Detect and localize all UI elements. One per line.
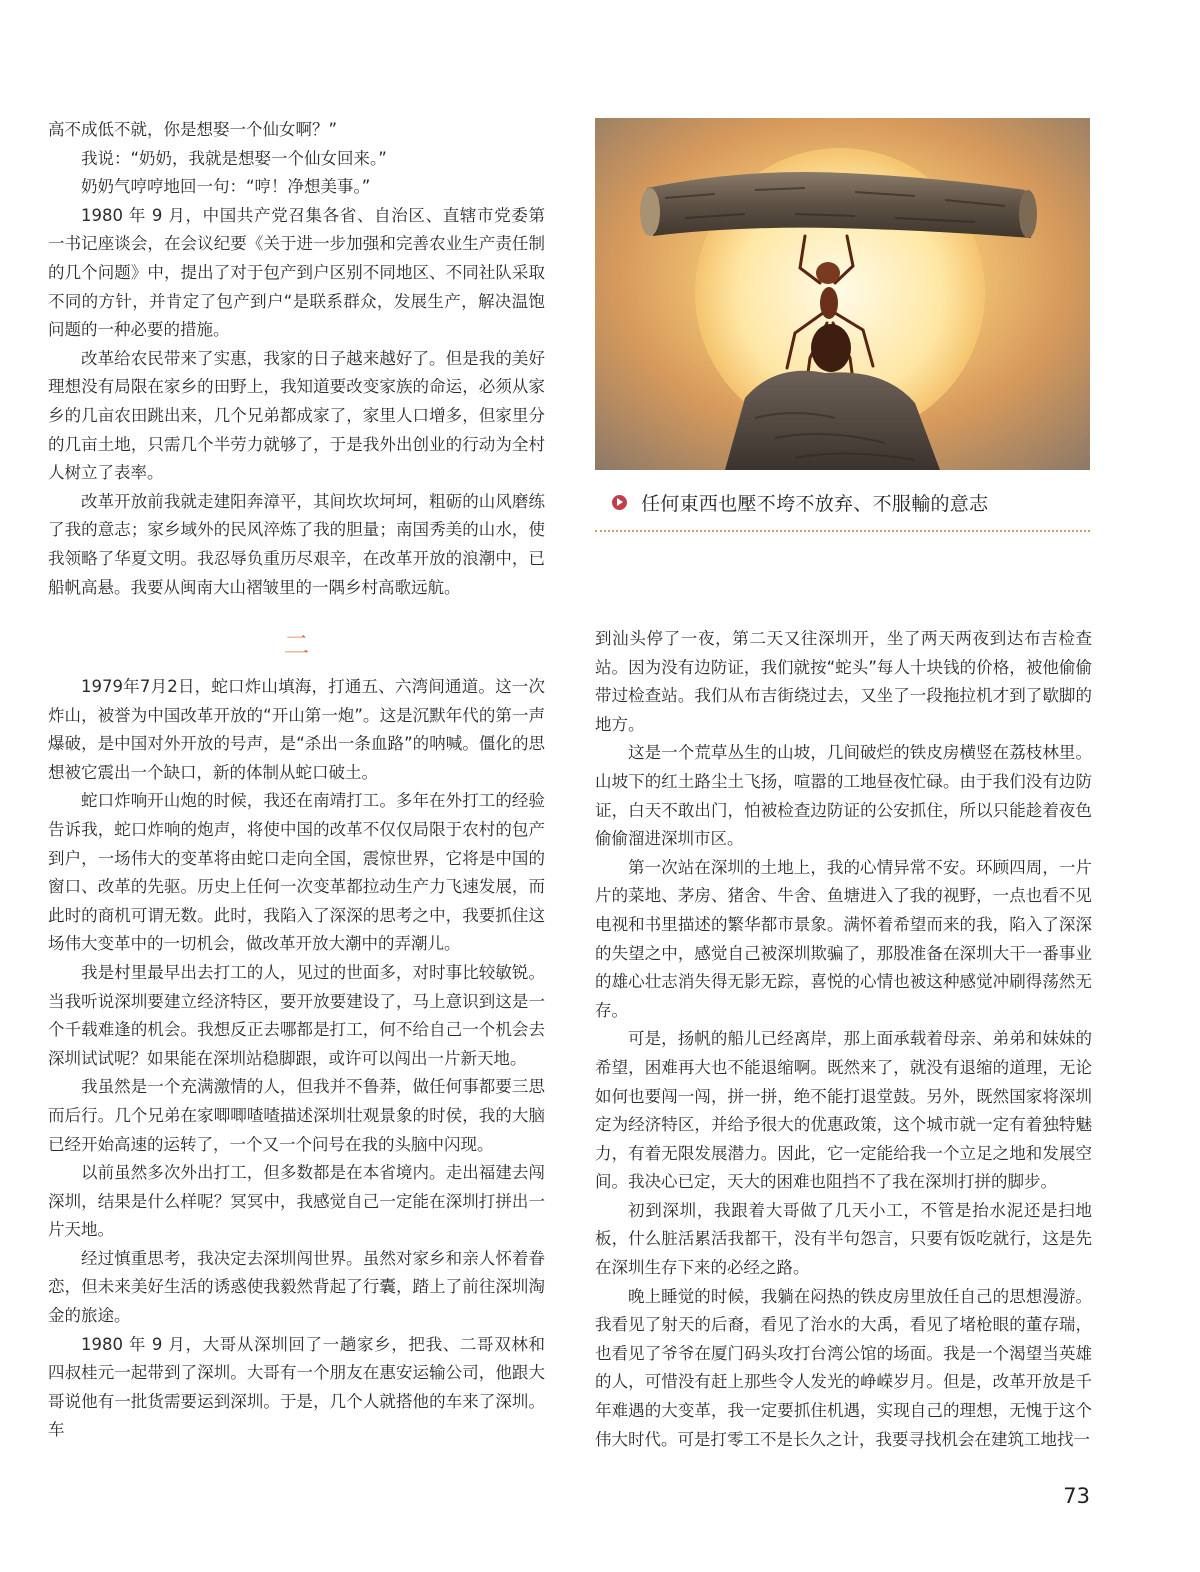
photo-illustration (595, 118, 1090, 470)
right-column (595, 625, 1092, 1454)
caption-text: 任何東西也壓不垮不放弃、不服輸的意志 (641, 492, 989, 515)
left-column-top (48, 116, 545, 602)
page-number: 73 (1063, 1484, 1090, 1508)
paragraph: 可是，扬帆的船儿已经离岸，那上面承载着母亲、弟弟和妹妹的希望，困难再大也不能退缩啊。既然来了，就没有退缩的道理，无论如何也要闯一闯，拼一拼，绝不能打退堂鼓。另外，既然国家将深圳定为经济特区，并给予很大的优惠政策，这个城市就一定有着独特魅力，有着无限发展潜力。因此，它一定能给我一个立足之地和发展空间。我决心已定，天大的困难也阻挡不了我在深圳打拼的脚步。 (595, 1029, 1092, 1192)
paragraph: 我说：“奶奶，我就是想娶一个仙女回来。” (81, 148, 387, 168)
photo-ant-lifting-log (595, 118, 1090, 470)
paragraph: 1980 年 9 月，中国共产党召集各省、自治区、直辖市党委第一书记座谈会，在会议纪要《关于进一步加强和完善农业生产责任制的几个问题》中，提出了对于包产到户区别不同地区、不同社队采取不同的方针，并肯定了包产到户“是联系群众，发展生产，解决温饱问题的一种必要的措施。 (48, 205, 545, 340)
play-bullet-icon (612, 495, 627, 510)
paragraph: 奶奶气哼哼地回一句：“哼！净想美事。” (81, 177, 371, 197)
paragraph: 我是村里最早出去打工的人，见过的世面多，对时事比较敏锐。当我听说深圳要建立经济特区，要开放要建设了，马上意识到这是一个千载难逢的机会。我想反正去哪都是打工，何不给自己一个机会去深圳试试呢？如果能在深圳站稳脚跟，或许可以闯出一片新天地。 (48, 962, 545, 1068)
paragraph: 改革给农民带来了实惠，我家的日子越来越好了。但是我的美好理想没有局限在家乡的田野上，我知道要改变家族的命运，必须从家乡的几亩农田跳出来，几个兄弟都成家了，家里人口增多，但家里分的几亩土地，只需几个半劳力就够了，于是我外出创业的行动为全村人树立了表率。 (48, 348, 545, 483)
paragraph: 改革开放前我就走建阳奔漳平，其间坎坎坷坷，粗砺的山风磨练了我的意志；家乡域外的民风淬炼了我的胆量；南国秀美的山水，使我领略了华夏文明。我忍辱负重历尽艰辛，在改革开放的浪潮中，已船帆高悬。我要从闽南大山褶皱里的一隅乡村高歌远航。 (48, 491, 545, 597)
paragraph: 1979年7月2日，蛇口炸山填海，打通五、六湾间通道。这一次炸山，被誉为中国改革开放的“开山第一炮”。这是沉默年代的第一声爆破，是中国对外开放的号声，是“杀出一条血路”的呐喊。僵化的思想被它震出一个缺口，新的体制从蛇口破土。 (48, 677, 545, 782)
paragraph: 晚上睡觉的时候，我躺在闷热的铁皮房里放任自己的思想漫游。我看见了射天的后裔，看见了治水的大禹，看见了堵枪眼的董存瑞，也看见了爷爷在厦门码头攻打台湾公馆的场面。我是一个渴望当英雄的人，可惜没有赶上那些令人发光的峥嵘岁月。但是，改革开放是千年难遇的大变革，我一定要抓住机遇，实现自己的理想，无愧于这个伟大时代。可是打零工不是长久之计，我要寻找机会在建筑工地找一 (595, 1286, 1092, 1449)
paragraph: 到汕头停了一夜，第二天又往深圳开，坐了两天两夜到达布吉检查站。因为没有边防证，我们就按“蛇头”每人十块钱的价格，被他偷偷带过检查站。我们从布吉街绕过去，又坐了一段拖拉机才到了歇脚的地方。 (595, 629, 1092, 734)
paragraph: 1980 年 9 月，大哥从深圳回了一趟家乡，把我、二哥双林和四叔桂元一起带到了深圳。大哥有一个朋友在惠安运输公司，他跟大哥说他有一批货需要运到深圳。于是，几个人就搭他的车来了深圳。车 (48, 1334, 545, 1440)
paragraph: 我虽然是一个充满激情的人，但我并不鲁莽，做任何事都要三思而后行。几个兄弟在家唧唧喳喳描述深圳壮观景象的时侯，我的大脑已经开始高速的运转了，一个又一个问号在我的头脑中闪现。 (48, 1077, 545, 1154)
paragraph: 这是一个荒草丛生的山坡，几间破烂的铁皮房横竖在荔枝林里。山坡下的红土路尘土飞扬，喧嚣的工地昼夜忙碌。由于我们没有边防证，白天不敢出门，怕被检查边防证的公安抓住，所以只能趁着夜色偷偷溜进深圳市区。 (595, 743, 1092, 849)
photo-caption (612, 486, 1082, 518)
paragraph: 经过慎重思考，我决定去深圳闯世界。虽然对家乡和亲人怀着眷恋，但未来美好生活的诱惑使我毅然背起了行囊，踏上了前往深圳淘金的旅途。 (48, 1248, 545, 1326)
paragraph: 第一次站在深圳的土地上，我的心情异常不安。环顾四周，一片片的菜地、茅房、猪舍、牛舍、鱼塘进入了我的视野，一点也看不见电视和书里描述的繁华都市景象。满怀着希望而来的我，陷入了深深的失望之中，感觉自己被深圳欺骗了，那股准备在深圳大干一番事业的雄心壮志消失得无影无踪，喜悦的心情也被这种感觉冲刷得荡然无存。 (595, 857, 1092, 1020)
paragraph: 高不成低不就，你是想娶一个仙女啊？” (48, 120, 338, 139)
paragraph: 蛇口炸响开山炮的时候，我还在南靖打工。多年在外打工的经验告诉我，蛇口炸响的炮声，将使中国的改革不仅仅局限于农村的包产到户，一场伟大的变革将由蛇口走向全国，震惊世界，它将是中国的窗口、改革的先驱。历史上任何一次变革都拉动生产力飞速发展，而此时的商机可谓无数。此时，我陷入了深深的思考之中，我要抓住这场伟大变革中的一切机会，做改革开放大潮中的弄潮儿。 (48, 791, 545, 954)
paragraph: 初到深圳，我跟着大哥做了几天小工，不管是抬水泥还是扫地板，什么脏活累活我都干，没有半句怨言，只要有饭吃就行，这是先在深圳生存下来的必经之路。 (595, 1200, 1092, 1278)
left-column-bottom (48, 673, 545, 1445)
paragraph: 以前虽然多次外出打工，但多数都是在本省境内。走出福建去闯深圳，结果是什么样呢？冥冥中，我感觉自己一定能在深圳打拼出一片天地。 (48, 1163, 545, 1240)
section-heading: 二 (283, 631, 310, 661)
caption-divider (595, 530, 1090, 532)
